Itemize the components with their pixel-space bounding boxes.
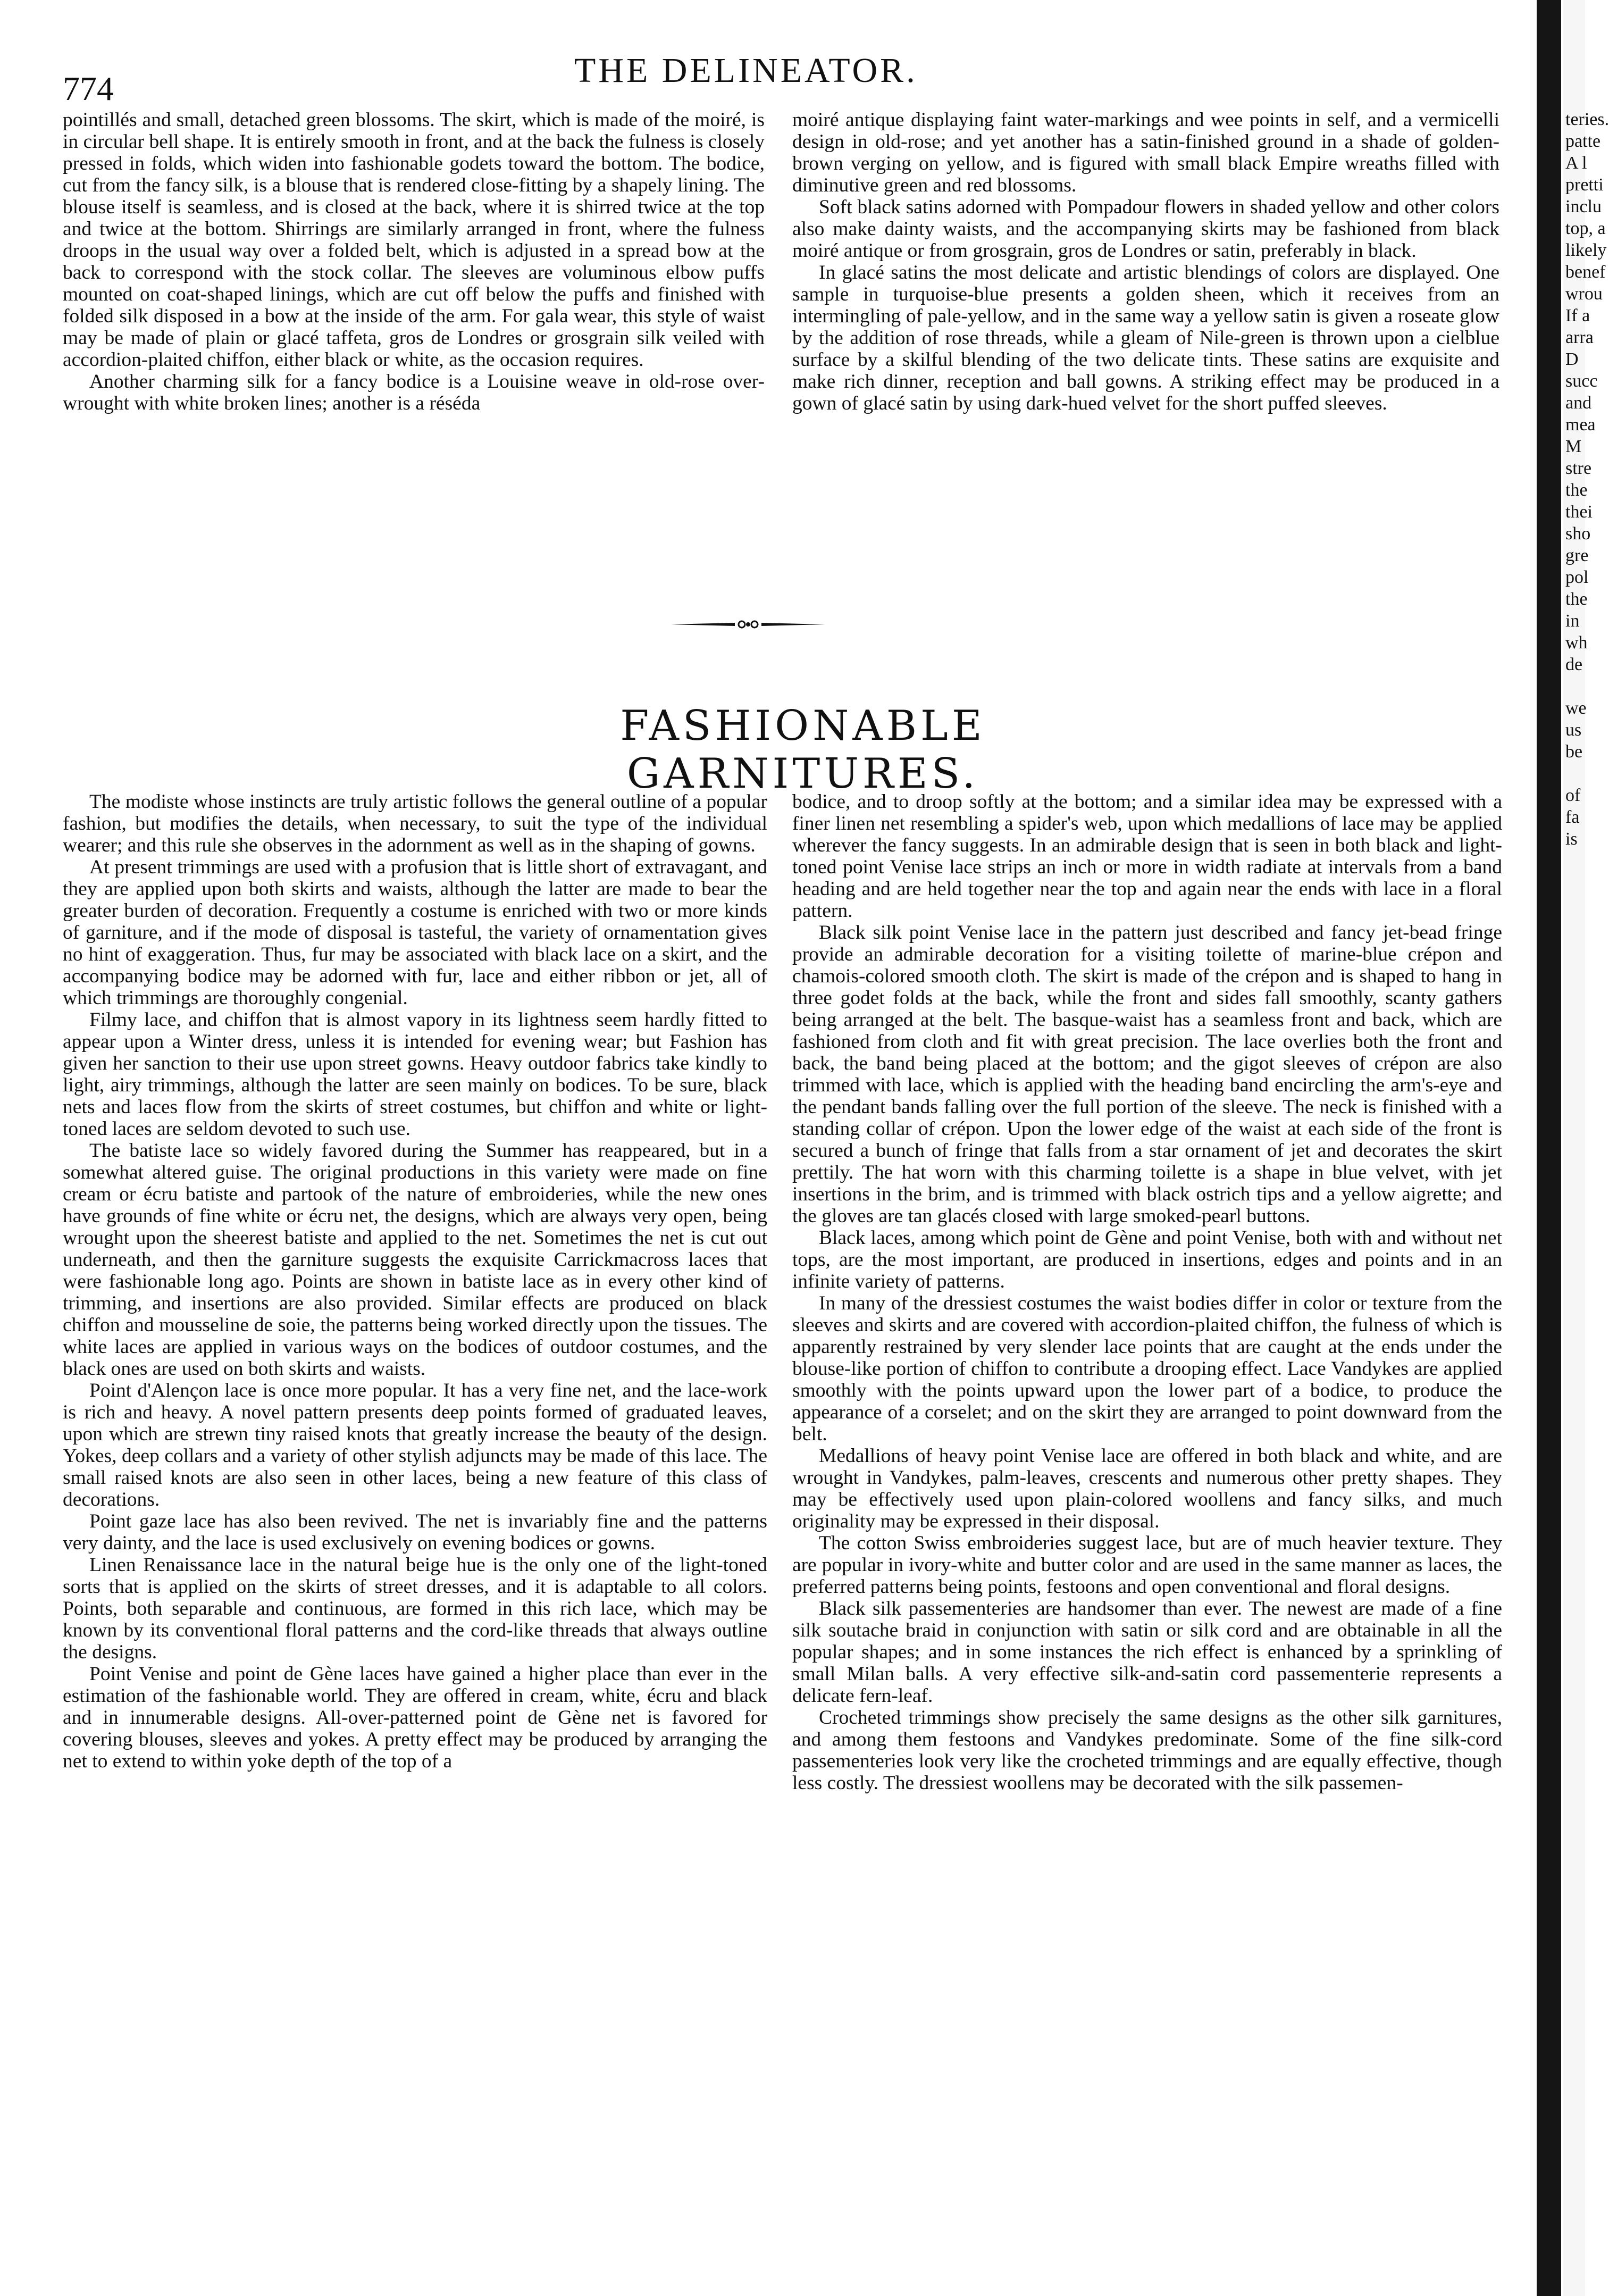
adjacent-page-fragment: us xyxy=(1565,720,1582,740)
paragraph: Medallions of heavy point Venise lace are offered in both black and white, and are wrought in Vandykes, palm-leaves, crescents and numerous other pretty shapes. They may be effectively used upon plain-colored woollens and fancy silks, and much originality may be expressed in their disposal. xyxy=(792,1445,1502,1532)
running-title: THE DELINEATOR. xyxy=(574,51,918,90)
paragraph: At present trimmings are used with a profusion that is little short of extravagant, and they are applied upon both skirts and waists, although the latter are made to bear the greater burden of decoration. Frequently a costume is enriched with two or more kinds of garniture, and if the mode of disposal is tasteful, the variety of ornamentation gives no hint of exaggeration. Thus, fur may be associated with black lace on a skirt, and the accompanying bodice may be adorned with fur, lace and either ribbon or jet, all of which trimmings are thoroughly congenial. xyxy=(63,856,767,1009)
adjacent-page-fragment: we xyxy=(1565,698,1587,718)
adjacent-page-fragment: gre xyxy=(1565,546,1589,565)
paragraph: Point Venise and point de Gène laces have gained a higher place than ever in the estimation of the fashionable world. They are offered in cream, white, écru and black and in innumerable designs. All-over-patterned point de Gène net is favored for covering blouses, sleeves and yokes. A pretty effect may be produced by arranging the net to extend to within yoke depth of the top of a xyxy=(63,1663,767,1772)
adjacent-page-fragment: arra xyxy=(1565,328,1594,347)
adjacent-page-fragment: pretti xyxy=(1565,175,1604,195)
adjacent-page-fragment: A l xyxy=(1565,153,1587,173)
paragraph: In glacé satins the most delicate and artistic blendings of colors are displayed. One sample in turquoise-blue presents a golden sheen, which it receives from an intermingling of pale-yellow, and in the same way a yellow satin is given a roseate glow by the addition of rose threads, while a gleam of Nile-green is thrown upon a cielblue surface by a skilful blending of the two delicate tints. These satins are exquisite and make rich dinner, reception and ball gowns. A striking effect may be produced in a gown of glacé satin by using dark-hued velvet for the short puffed sleeves. xyxy=(792,262,1499,414)
adjacent-page-fragment: top, a xyxy=(1565,219,1606,238)
adjacent-page-fragment: teries. xyxy=(1565,110,1609,129)
adjacent-page-fragment: the xyxy=(1565,480,1588,500)
adjacent-page-fragment: inclu xyxy=(1565,197,1602,216)
adjacent-page-fragment: fa xyxy=(1565,807,1580,827)
adjacent-page-fragment: If a xyxy=(1565,306,1590,325)
bottom-left-column xyxy=(63,791,767,1772)
paragraph: Black silk point Venise lace in the pattern just described and fancy jet-bead fringe provide an admirable decoration for a visiting toilette of marine-blue crépon and chamois-colored smooth cloth. The skirt is made of the crépon and is shaped to hang in three godet folds at the back, while the front and sides fall smoothly, scanty gathers being arranged at the belt. The basque-waist has a seamless front and back, which are fashioned from cloth and fit with great precision. The lace overlies both the front and back, the band being placed at the bottom; and the gigot sleeves of crépon are also trimmed with lace, which is applied with the heading band encircling the arm's-eye and the pendant bands falling over the full portion of the sleeve. The neck is finished with a standing collar of crépon. Upon the lower edge of the waist at each side of the front is secured a bunch of fringe that falls from a star ornament of jet and decorates the skirt prettily. The hat worn with this charming toilette is a shape in blue velvet, with jet insertions in the brim, and is trimmed with black ostrich tips and a yellow aigrette; and the gloves are tan glacés closed with large smoked-pearl buttons. xyxy=(792,922,1502,1227)
top-right-column xyxy=(792,109,1499,414)
page-number: 774 xyxy=(63,70,114,107)
paragraph: The modiste whose instincts are truly artistic follows the general outline of a popular fashion, but modifies the details, when necessary, to suit the type of the individual wearer; and this rule she observes in the adornment as well as in the shaping of gowns. xyxy=(63,791,767,856)
paragraph: Black silk passementeries are handsomer than ever. The newest are made of a fine silk soutache braid in conjunction with satin or silk cord and are obtainable in all the popular shapes; and in some instances the rich effect is enhanced by a sprinkling of small Milan balls. A very effective silk-and-satin cord passementerie represents a delicate fern-leaf. xyxy=(792,1598,1502,1707)
bottom-right-column xyxy=(792,791,1502,1794)
adjacent-page-fragment: likely xyxy=(1565,240,1607,260)
paragraph: pointillés and small, detached green blossoms. The skirt, which is made of the moiré, is in circular bell shape. It is entirely smooth in front, and at the back the fulness is closely pressed in folds, which widen into fashionable godets toward the bottom. The bodice, cut from the fancy silk, is a blouse that is rendered close-fitting by a shapely lining. The blouse itself is seamless, and is closed at the back, where it is shirred twice at the top and twice at the bottom. Shirrings are similarly arranged in front, where the fulness droops in the usual way over a folded belt, which is adjusted in a spread bow at the back to correspond with the stock collar. The sleeves are voluminous elbow puffs mounted on coat-shaped linings, which are cut off below the puffs and finished with folded silk disposed in a bow at the inside of the arm. For gala wear, this style of waist may be made of plain or glacé taffeta, gros de Londres or grosgrain silk veiled with accordion-plaited chiffon, either black or white, as the occasion requires. xyxy=(63,109,765,371)
paragraph: Linen Renaissance lace in the natural beige hue is the only one of the light-toned sorts that is applied on the skirts of street dresses, and it is adaptable to all colors. Points, both separable and continuous, are formed in this rich lace, which may be known by its conventional floral patterns and the cord-like threads that always outline the designs. xyxy=(63,1554,767,1663)
adjacent-page-fragment: wh xyxy=(1565,633,1588,653)
paragraph: Point d'Alençon lace is once more popular. It has a very fine net, and the lace-work is rich and heavy. A novel pattern presents deep points formed of graduated leaves, upon which are strewn tiny raised knots that greatly increase the beauty of the design. Yokes, deep collars and a variety of other stylish adjuncts may be made of this lace. The small raised knots are also seen in other laces, being a new feature of this class of decorations. xyxy=(63,1380,767,1510)
adjacent-page-fragment: be xyxy=(1565,742,1583,762)
adjacent-page-fragment: patte xyxy=(1565,131,1601,151)
adjacent-page-fragment: sho xyxy=(1565,524,1591,544)
paragraph: Soft black satins adorned with Pompadour flowers in shaded yellow and other colors also make dainty waists, and the accompanying skirts may be fashioned from black moiré antique or from grosgrain, gros de Londres or satin, preferably in black. xyxy=(792,196,1499,262)
ornamental-divider-icon xyxy=(671,618,825,631)
paragraph: The batiste lace so widely favored during the Summer has reappeared, but in a somewhat altered guise. The original productions in this variety were made on fine cream or écru batiste and partook of the nature of embroideries, while the new ones have grounds of fine white or écru net, the designs, which are always very open, being wrought upon the sheerest batiste and applied to the net. Sometimes the net is cut out underneath, and then the garniture suggests the exquisite Carrickmacross laces that were fashionable long ago. Points are shown in batiste lace as in every other kind of trimming, and insertions are also provided. Similar effects are produced on black chiffon and mousseline de soie, the patterns being worked directly upon the tissues. The white laces are applied in various ways on the bodices of outdoor costumes, and the black ones are used on both skirts and waists. xyxy=(63,1140,767,1380)
adjacent-page-fragment: is xyxy=(1565,829,1578,849)
adjacent-page-fragment: benef xyxy=(1565,262,1606,282)
adjacent-page-fragment: wrou xyxy=(1565,284,1603,304)
adjacent-page-fragment: in xyxy=(1565,611,1580,631)
adjacent-page-fragment: M xyxy=(1565,437,1582,456)
paragraph: The cotton Swiss embroideries suggest lace, but are of much heavier texture. They are popular in ivory-white and butter color and are used in the same manner as laces, the preferred patterns being points, festoons and open conventional and floral designs. xyxy=(792,1532,1502,1598)
book-binding-gutter xyxy=(1537,0,1561,2296)
top-left-column xyxy=(63,109,765,414)
adjacent-page-fragment: of xyxy=(1565,786,1581,805)
section-title: FASHIONABLE GARNITURES. xyxy=(620,702,986,798)
adjacent-page-fragment: thei xyxy=(1565,502,1593,522)
paragraph: Another charming silk for a fancy bodice is a Louisine weave in old-rose over-wrought with white broken lines; another is a réséda xyxy=(63,371,765,414)
adjacent-page-fragment: de xyxy=(1565,655,1583,674)
adjacent-page-fragment: pol xyxy=(1565,567,1589,587)
adjacent-page-fragment: the xyxy=(1565,589,1588,609)
paragraph: Crocheted trimmings show precisely the same designs as the other silk garnitures, and among them festoons and Vandykes predominate. Some of the fine silk-cord passementeries look very like the crocheted trimmings and are equally effective, though less costly. The dressiest woollens may be decorated with the silk passemen- xyxy=(792,1707,1502,1794)
paragraph: bodice, and to droop softly at the bottom; and a similar idea may be expressed with a finer linen net resembling a spider's web, upon which medallions of lace may be applied wherever the fancy suggests. In an admirable design that is seen in both black and light-toned point Venise lace strips an inch or more in width radiate at intervals from a band heading and are held together near the top and again near the ends with lace in a floral pattern. xyxy=(792,791,1502,922)
adjacent-page-fragment: and xyxy=(1565,393,1592,413)
paragraph: Black laces, among which point de Gène and point Venise, both with and without net tops, are the most important, are produced in insertions, edges and points and in an infinite variety of patterns. xyxy=(792,1227,1502,1292)
paragraph: moiré antique displaying faint water-markings and wee points in self, and a vermicelli design in old-rose; and yet another has a satin-finished ground in a shade of golden-brown verging on yellow, and is figured with small black Empire wreaths filled with diminutive green and red blossoms. xyxy=(792,109,1499,196)
adjacent-page-fragment: succ xyxy=(1565,371,1598,391)
adjacent-page-fragment: mea xyxy=(1565,415,1596,435)
adjacent-page-fragment: stre xyxy=(1565,458,1592,478)
paragraph: Filmy lace, and chiffon that is almost vapory in its lightness seem hardly fitted to appear upon a Winter dress, unless it is intended for evening wear; but Fashion has given her sanction to their use upon street gowns. Heavy outdoor fabrics take kindly to light, airy trimmings, although the latter are seen mainly on bodices. To be sure, black nets and laces flow from the skirts of street costumes, but chiffon and white or light-toned laces are seldom devoted to such use. xyxy=(63,1009,767,1140)
paragraph: In many of the dressiest costumes the waist bodies differ in color or texture from the sleeves and skirts and are covered with accordion-plaited chiffon, the fulness of which is apparently restrained by very slender lace points that are caught at the ends under the blouse-like portion of chiffon to contribute a drooping effect. Lace Vandykes are applied smoothly with the points upward upon the lower part of a bodice, to produce the appearance of a corselet; and on the skirt they are arranged to point downward from the belt. xyxy=(792,1292,1502,1445)
paragraph: Point gaze lace has also been revived. The net is invariably fine and the patterns very dainty, and the lace is used exclusively on evening bodices or gowns. xyxy=(63,1510,767,1554)
adjacent-page-fragment: D xyxy=(1565,349,1579,369)
